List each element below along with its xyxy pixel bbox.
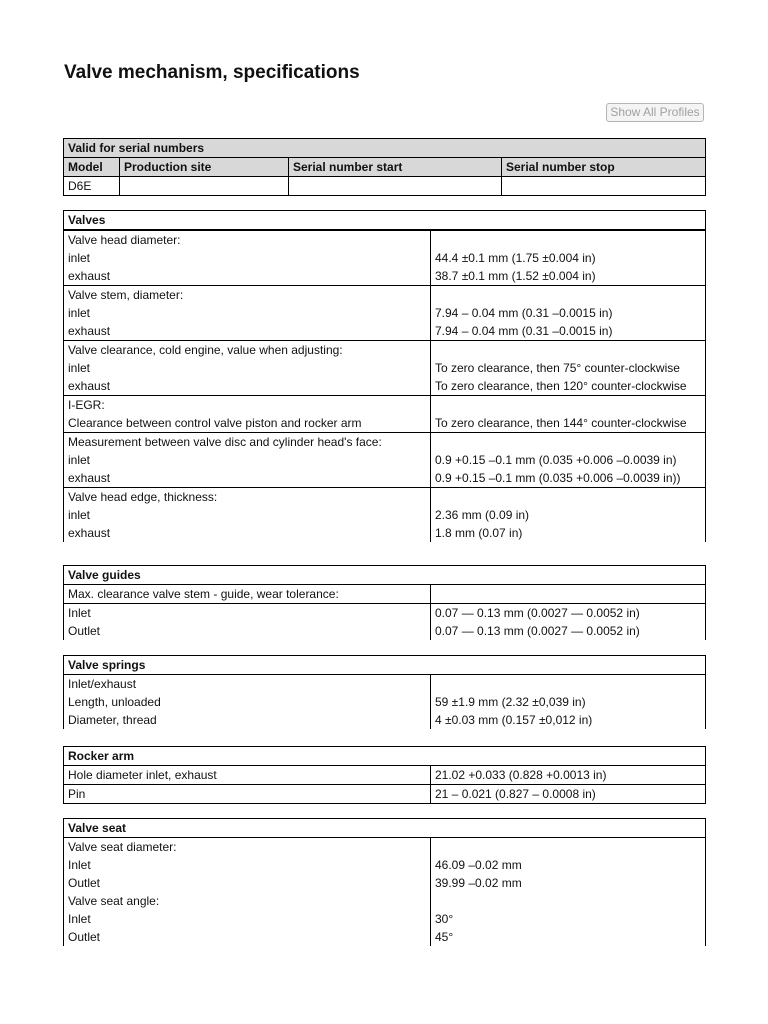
spec-label: Valve stem, diameter: [64, 286, 431, 305]
table-row [64, 622, 706, 640]
spec-label: Hole diameter inlet, exhaust [64, 766, 431, 785]
column-header-serial-stop: Serial number stop [502, 158, 706, 177]
table-row [64, 359, 706, 377]
table-row [64, 377, 706, 396]
spec-label: Valve clearance, cold engine, value when adjusting: [64, 341, 431, 360]
spec-value [431, 488, 706, 507]
spec-value: To zero clearance, then 75° counter-clockwise [435, 361, 680, 375]
serial-caption: Valid for serial numbers [64, 139, 706, 158]
spec-value: 38.7 ±0.1 mm (1.52 ±0.004 in) [435, 269, 596, 283]
valves-table [63, 210, 706, 542]
serial-start-cell [289, 177, 502, 196]
spec-label: Inlet [64, 856, 431, 874]
model-cell: D6E [64, 177, 120, 196]
spec-value: To zero clearance, then 144° counter-clockwise [435, 416, 687, 430]
spec-label: Max. clearance valve stem - guide, wear tolerance: [64, 585, 431, 604]
spec-label: Valve seat angle: [64, 892, 431, 910]
spec-value [431, 585, 706, 604]
section-title-valves: Valves [64, 211, 706, 231]
page-title: Valve mechanism, specifications [64, 62, 360, 83]
table-row [64, 267, 706, 286]
rocker-arm-table [63, 746, 706, 804]
table-row [64, 524, 706, 542]
spec-value: 4 ±0.03 mm (0.157 ±0,012 in) [435, 713, 593, 727]
spec-value: 0.9 +0.15 –0.1 mm (0.035 +0.006 –0.0039 in) [435, 453, 677, 467]
spec-label: exhaust [64, 524, 431, 542]
table-row [64, 488, 706, 507]
table-row [64, 414, 706, 433]
spec-label: exhaust [64, 377, 431, 396]
spec-value: 44.4 ±0.1 mm (1.75 ±0.004 in) [435, 251, 596, 265]
spec-value [431, 433, 706, 452]
production-site-cell [120, 177, 289, 196]
spec-label: exhaust [64, 322, 431, 341]
spec-value [431, 892, 706, 910]
column-header-model: Model [64, 158, 120, 177]
spec-value: 21 – 0.021 (0.827 – 0.0008 in) [431, 785, 706, 804]
spec-label: Length, unloaded [64, 693, 431, 711]
spec-value: 7.94 – 0.04 mm (0.31 –0.0015 in) [435, 324, 613, 338]
spec-label: Measurement between valve disc and cylinder head's face: [64, 433, 431, 452]
spec-value: 2.36 mm (0.09 in) [435, 508, 530, 522]
spec-label: Valve seat diameter: [64, 838, 431, 857]
serial-numbers-table [63, 138, 706, 196]
spec-label: inlet [64, 249, 431, 267]
table-row [64, 341, 706, 360]
table-row [64, 286, 706, 305]
table-row [64, 604, 706, 623]
section-title-valve-seat: Valve seat [64, 819, 706, 838]
spec-value: 59 ±1.9 mm (2.32 ±0,039 in) [435, 695, 586, 709]
spec-label: Diameter, thread [64, 711, 431, 729]
table-row [64, 396, 706, 415]
spec-label: Valve head edge, thickness: [64, 488, 431, 507]
table-row [64, 892, 706, 910]
table-row [64, 585, 706, 604]
spec-label: exhaust [64, 469, 431, 488]
table-row [64, 322, 706, 341]
spec-label: inlet [64, 451, 431, 469]
section-title-valve-guides: Valve guides [64, 566, 706, 585]
spec-label: Valve head diameter: [64, 230, 431, 249]
table-row [64, 838, 706, 857]
spec-value [431, 838, 706, 857]
section-title-valve-springs: Valve springs [64, 656, 706, 675]
table-row [64, 910, 706, 928]
table-row [64, 785, 706, 804]
spec-label: Clearance between control valve piston and rocker arm [64, 414, 431, 433]
spec-value [431, 230, 706, 249]
table-row [64, 506, 706, 524]
table-row [64, 928, 706, 946]
spec-label: inlet [64, 359, 431, 377]
table-row [64, 675, 706, 694]
table-row [64, 433, 706, 452]
section-title-rocker-arm: Rocker arm [64, 747, 706, 766]
spec-label: Inlet [64, 910, 431, 928]
table-row [64, 766, 706, 785]
table-row [64, 711, 706, 729]
valve-seat-table [63, 818, 706, 946]
spec-value: 30° [435, 912, 454, 926]
spec-value: 0.07 — 0.13 mm (0.0027 — 0.0052 in) [435, 606, 640, 620]
spec-value: 45° [435, 930, 454, 944]
spec-value: 46.09 –0.02 mm [435, 858, 522, 872]
spec-value: 21.02 +0.033 (0.828 +0.0013 in) [435, 768, 607, 782]
table-row [64, 230, 706, 249]
spec-label: Outlet [64, 622, 431, 640]
spec-label: Pin [64, 785, 431, 804]
spec-value: 0.07 — 0.13 mm (0.0027 — 0.0052 in) [435, 624, 640, 638]
table-row [64, 693, 706, 711]
table-row [64, 469, 706, 488]
spec-value: To zero clearance, then 120° counter-clockwise [435, 379, 687, 393]
spec-label: I-EGR: [64, 396, 431, 415]
spec-value: 0.9 +0.15 –0.1 mm (0.035 +0.006 –0.0039 in)) [435, 471, 681, 485]
table-row [64, 177, 706, 196]
spec-value: 7.94 – 0.04 mm (0.31 –0.0015 in) [435, 306, 613, 320]
table-row [64, 856, 706, 874]
spec-label: inlet [64, 506, 431, 524]
spec-value: 39.99 –0.02 mm [435, 876, 522, 890]
show-all-profiles-button[interactable]: Show All Profiles [606, 103, 704, 122]
column-header-production-site: Production site [120, 158, 289, 177]
spec-label: Inlet/exhaust [64, 675, 431, 694]
table-row [64, 451, 706, 469]
valve-guides-table [63, 565, 706, 640]
spec-value [431, 286, 706, 305]
column-header-serial-start: Serial number start [289, 158, 502, 177]
spec-label: Outlet [64, 874, 431, 892]
valve-springs-table [63, 655, 706, 729]
table-row [64, 304, 706, 322]
spec-value: 1.8 mm (0.07 in) [435, 526, 523, 540]
spec-label: inlet [64, 304, 431, 322]
spec-value [431, 396, 706, 415]
spec-label: Outlet [64, 928, 431, 946]
table-row [64, 249, 706, 267]
spec-value [431, 675, 706, 694]
spec-label: Inlet [64, 604, 431, 623]
spec-value [431, 341, 706, 360]
serial-stop-cell [502, 177, 706, 196]
table-row [64, 874, 706, 892]
spec-label: exhaust [64, 267, 431, 286]
